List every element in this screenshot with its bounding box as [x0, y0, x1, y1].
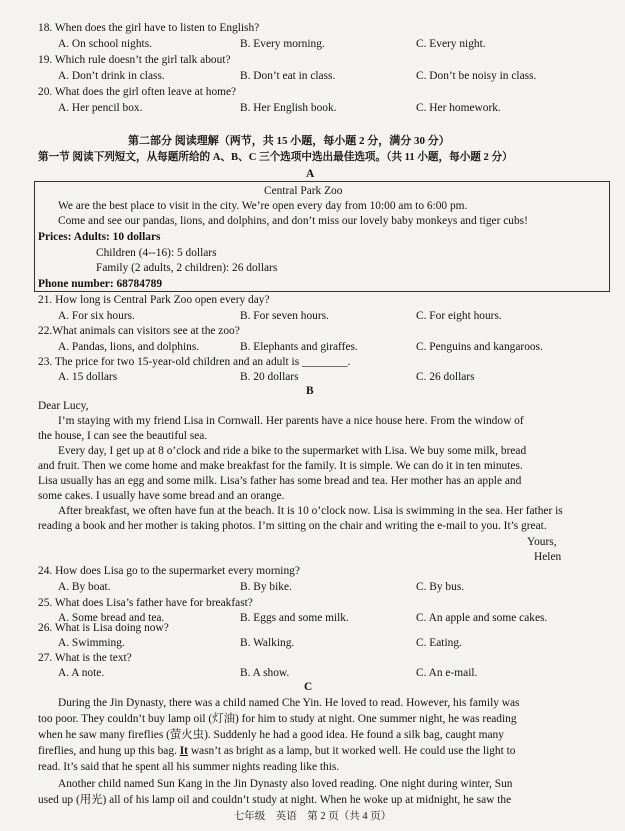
- letter-greeting: Dear Lucy,: [38, 400, 89, 412]
- option-27b: B. A show.: [240, 667, 290, 679]
- option-23b: B. 20 dollars: [240, 371, 299, 383]
- zoo-family-price: Family (2 adults, 2 children): 26 dollars: [96, 262, 278, 274]
- option-25c: C. An apple and some cakes.: [416, 612, 548, 624]
- letter-p1-line1: I’m staying with my friend Lisa in Cornwall. Her parents have a nice house here. From the window of: [58, 415, 524, 427]
- zoo-intro-line: We are the best place to visit in the city. We’re open every day from 10:00 am to 6:00 pm.: [58, 200, 468, 212]
- letter-closing: Yours,: [527, 536, 557, 548]
- option-24c: C. By bus.: [416, 581, 465, 593]
- option-20c: C. Her homework.: [416, 102, 501, 114]
- option-27a: A. A note.: [58, 667, 105, 679]
- part-heading: 第二部分 阅读理解（两节，共 15 小题，每小题 2 分，满分 30 分）: [128, 135, 450, 147]
- letter-p3-line2: reading a book and her mother is taking photos. I’m sitting on the chair and writing the e-mail to you. It’s great.: [38, 520, 547, 532]
- letter-p2-line4: some cakes. I usually have some bread and an orange.: [38, 490, 285, 502]
- underlined-it: It: [179, 745, 188, 757]
- option-20a: A. Her pencil box.: [58, 102, 143, 114]
- option-26c: C. Eating.: [416, 637, 462, 649]
- question-24: 24. How does Lisa go to the supermarket every morning?: [38, 565, 300, 577]
- passage-a-letter: A: [306, 168, 315, 180]
- question-26: 26. What is Lisa doing now?: [38, 622, 169, 634]
- option-22c: C. Penguins and kangaroos.: [416, 341, 543, 353]
- zoo-phone: Phone number: 68784789: [38, 278, 163, 290]
- option-18a: A. On school nights.: [58, 38, 152, 50]
- option-18b: B. Every morning.: [240, 38, 325, 50]
- option-26a: A. Swimming.: [58, 637, 125, 649]
- letter-p2-line1: Every day, I get up at 8 o’clock and ride a bike to the supermarket with Lisa. We buy some milk, bread: [58, 445, 527, 457]
- question-23: 23. The price for two 15-year-old children and an adult is ________.: [38, 356, 351, 368]
- option-20b: B. Her English book.: [240, 102, 337, 114]
- story-line-5: read. It’s said that he spent all his summer nights reading like this.: [38, 761, 340, 773]
- section-heading: 第一节 阅读下列短文，从每题所给的 A、B、C 三个选项中选出最佳选项。（共 11 小题，每小题 2 分）: [38, 152, 513, 163]
- zoo-children-price: Children (4--16): 5 dollars: [96, 247, 217, 259]
- question-19: 19. Which rule doesn’t the girl talk about?: [38, 54, 231, 66]
- question-27: 27. What is the text?: [38, 652, 132, 664]
- zoo-animals-line: Come and see our pandas, lions, and dolphins, and don’t miss our lovely baby monkeys and tiger cubs!: [58, 215, 528, 227]
- zoo-prices: Prices: Adults: 10 dollars: [38, 231, 161, 243]
- letter-p2-line2: and fruit. Then we come home and make breakfast for the family. It is simple. We can do it in ten minutes.: [38, 460, 523, 472]
- story-line-6: Another child named Sun Kang in the Jin Dynasty also loved reading. One night during winter, Sun: [58, 778, 513, 790]
- option-26b: B. Walking.: [240, 637, 295, 649]
- zoo-title: Central Park Zoo: [264, 185, 343, 197]
- story-line-3: when he saw many fireflies (萤火虫). Suddenly he had a good idea. He found a silk bag, caught many: [38, 729, 504, 741]
- letter-p3-line1: After breakfast, we often have fun at the beach. It is 10 o’clock now. Lisa is swimming in the sea. Her father is: [58, 505, 563, 517]
- option-23c: C. 26 dollars: [416, 371, 475, 383]
- option-22b: B. Elephants and giraffes.: [240, 341, 358, 353]
- story-line-1: During the Jin Dynasty, there was a child named Che Yin. He loved to read. However, his family was: [58, 697, 520, 709]
- question-20: 20. What does the girl often leave at home?: [38, 86, 237, 98]
- story-line-4: [38, 744, 516, 758]
- option-25b: B. Eggs and some milk.: [240, 612, 349, 624]
- option-23a: A. 15 dollars: [58, 371, 118, 383]
- letter-p1-line2: the house, I can see the beautiful sea.: [38, 430, 208, 442]
- option-22a: A. Pandas, lions, and dolphins.: [58, 341, 200, 353]
- option-24b: B. By bike.: [240, 581, 292, 593]
- option-25a: A. Some bread and tea.: [58, 612, 165, 624]
- question-18: 18. When does the girl have to listen to English?: [38, 22, 260, 34]
- option-27c: C. An e-mail.: [416, 667, 478, 679]
- option-21c: C. For eight hours.: [416, 310, 502, 322]
- question-22: 22.What animals can visitors see at the zoo?: [38, 325, 240, 337]
- passage-c-letter: C: [304, 681, 313, 693]
- letter-p2-line3: Lisa usually has an egg and some milk. Lisa’s father has some bread and tea. Her mother has an apple and: [38, 475, 522, 487]
- option-21a: A. For six hours.: [58, 310, 135, 322]
- option-19c: C. Don’t be noisy in class.: [416, 70, 537, 82]
- story-line-4-start: fireflies, and hung up this bag.: [38, 745, 180, 757]
- story-line-2: too poor. They couldn’t buy lamp oil (灯油) for him to study at night. One summer night, he was reading: [38, 713, 517, 725]
- question-25: 25. What does Lisa’s father have for breakfast?: [38, 597, 253, 609]
- page-footer: 七年级 英语 第 2 页（共 4 页）: [233, 811, 392, 822]
- letter-signature: Helen: [534, 551, 562, 563]
- option-21b: B. For seven hours.: [240, 310, 329, 322]
- passage-b-letter: B: [306, 385, 314, 397]
- question-21: 21. How long is Central Park Zoo open every day?: [38, 294, 270, 306]
- story-line-7: used up (用光) all of his lamp oil and couldn’t study at night. When he woke up at midnight, he saw the: [38, 794, 512, 806]
- option-18c: C. Every night.: [416, 38, 486, 50]
- option-24a: A. By boat.: [58, 581, 111, 593]
- option-19a: A. Don’t drink in class.: [58, 70, 165, 82]
- option-19b: B. Don’t eat in class.: [240, 70, 336, 82]
- story-line-4-end: wasn’t as bright as a lamp, but it worked well. He could use the light to: [187, 745, 516, 757]
